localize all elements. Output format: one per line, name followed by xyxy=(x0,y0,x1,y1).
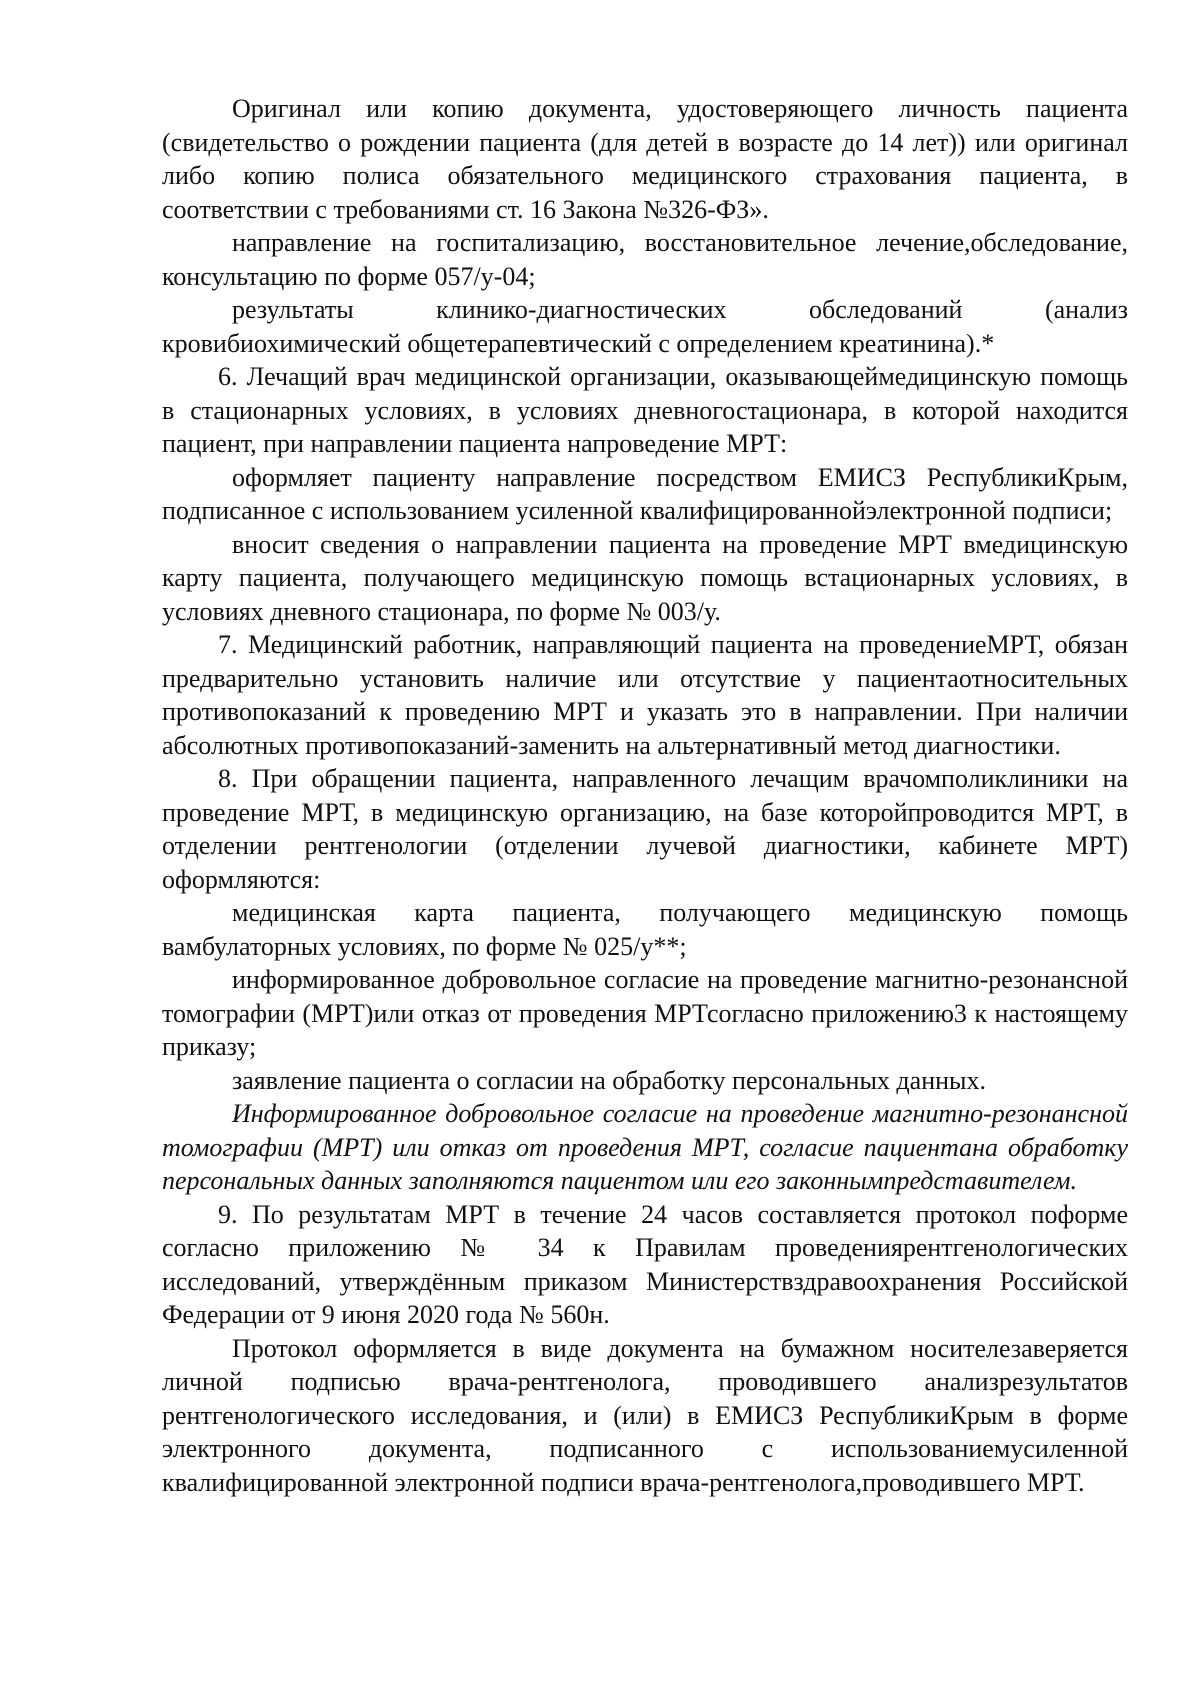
paragraph-item-8: 8. При обращении пациента, направленного лечащим врачомполиклиники на проведение МРТ, в медицинскую организацию, на базе которойпроводится МРТ, в отделении рентгенологии (отделении лучевой диагностики, кабинете МРТ) оформляются: xyxy=(162,764,1128,894)
paragraph-medical-card-entry: вносит сведения о направлении пациента на проведение МРТ вмедицинскую карту пациента, получающего медицинскую помощь встационарных условиях, в условиях дневного стационара, по форме № 003/у. xyxy=(162,529,1128,626)
paragraph-consent-note-italic: Информированное добровольное согласие на проведение магнитно-резонансной томографии (МРТ) или отказ от проведения МРТ, согласие пациентана обработку персональных данных заполняются пациентом или его законнымпредставителем. xyxy=(162,1099,1128,1195)
paragraph-referral-form: направление на госпитализацию, восстановительное лечение,обследование, консультацию по форме 057/у-04; xyxy=(162,228,1128,291)
paragraph-item-6: 6. Лечащий врач медицинской организации, оказывающеймедицинскую помощь в стационарных условиях, в условиях дневногостационара, в которой находится пациент, при направлении пациента напроведение МРТ: xyxy=(162,362,1128,458)
document-page xyxy=(162,92,1128,1499)
paragraph-original-document: Оригинал или копию документа, удостоверяющего личность пациента (свидетельство о рождении пациента (для детей в возрасте до 14 лет)) или оригинал либо копию полиса обязательного медицинского страхования пациента, в соответствии с требованиями ст. 16 Закона №326-ФЗ». xyxy=(162,94,1128,224)
paragraph-outpatient-card: медицинская карта пациента, получающего медицинскую помощь вамбулаторных условиях, по форме № 025/у**; xyxy=(162,898,1128,961)
paragraph-item-7: 7. Медицинский работник, направляющий пациента на проведениеМРТ, обязан предварительно установить наличие или отсутствие у пациентаотносительных противопоказаний к проведению МРТ и указать это в направлении. При наличии абсолютных противопоказаний-заменить на альтернативный метод диагностики. xyxy=(162,630,1128,760)
paragraph-informed-consent: информированное добровольное согласие на проведение магнитно-резонансной томографии (МРТ)или отказ от проведения МРТсогласно приложению3 к настоящему приказу; xyxy=(162,965,1128,1061)
paragraph-item-9: 9. По результатам МРТ в течение 24 часов составляется протокол поформе согласно приложению № 34 к Правилам проведениярентгенологических исследований, утверждённым приказом Министерствздравоохранения Российской Федерации от 9 июня 2020 года № 560н. xyxy=(162,1199,1128,1329)
paragraph-protocol: Протокол оформляется в виде документа на бумажном носителезаверяется личной подписью врача-рентгенолога, проводившего анализрезультатов рентгенологического исследования, и (или) в ЕМИСЗ РеспубликиКрым в форме электронного документа, подписанного с использованиемусиленной квалифицированной электронной подписи врача-рентгенолога,проводившего МРТ. xyxy=(162,1333,1128,1497)
paragraph-emisz-referral: оформляет пациенту направление посредством ЕМИСЗ РеспубликиКрым, подписанное с использованием усиленной квалифицированнойэлектронной подписи; xyxy=(162,462,1128,525)
paragraph-lab-results: результаты клинико-диагностических обследований (анализ кровибиохимический общетерапевтический с определением креатинина).* xyxy=(162,295,1128,358)
paragraph-personal-data-consent: заявление пациента о согласии на обработку персональных данных. xyxy=(232,1065,986,1095)
